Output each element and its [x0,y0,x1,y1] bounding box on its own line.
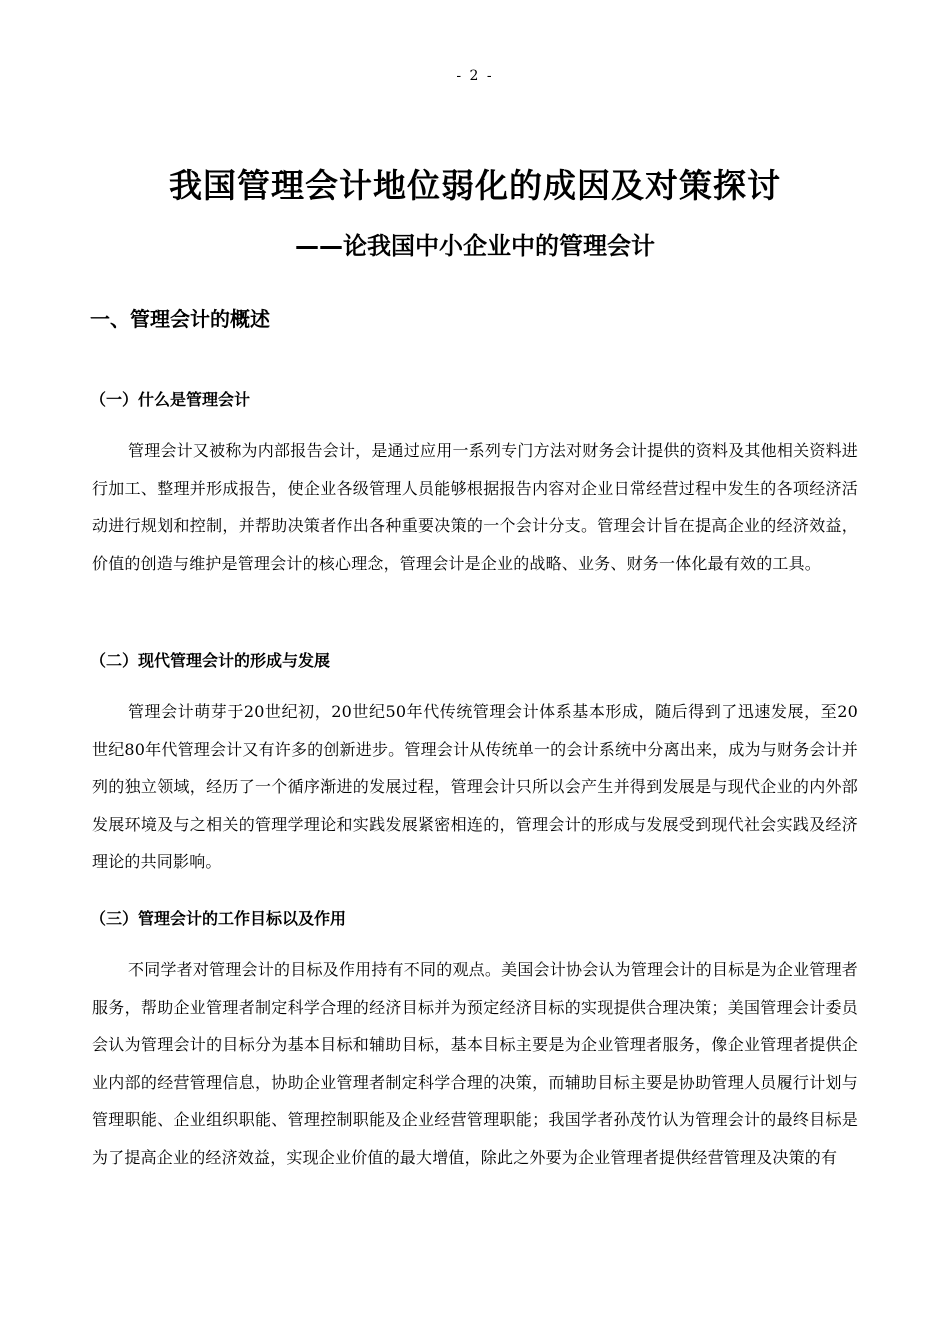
page-number: - 2 - [456,68,494,84]
section-heading: 一、管理会计的概述 [90,307,270,331]
subsection-heading: （三）管理会计的工作目标以及作用 [90,909,347,928]
document-subtitle: ——论我国中小企业中的管理会计 [295,232,655,260]
paragraph: 管理会计又被称为内部报告会计，是通过应用一系列专门方法对财务会计提供的资料及其他相关资料进行加工、整理并形成报告，使企业各级管理人员能够根据报告内容对企业日常经营过程中发生的各项经济活动进行规划和控制，并帮助决策者作出各种重要决策的一个会计分支。管理会计旨在提高企业的经济效益，价值的创造与维护是管理会计的核心理念，管理会计是企业的战略、业务、财务一体化最有效的工具。 [92,441,858,573]
document-title: 我国管理会计地位弱化的成因及对策探讨 [169,166,781,205]
subsection-heading: （一）什么是管理会计 [90,390,251,409]
paragraph: 不同学者对管理会计的目标及作用持有不同的观点。美国会计协会认为管理会计的目标是为企业管理者服务，帮助企业管理者制定科学合理的经济目标并为预定经济目标的实现提供合理决策；美国管理会计委员会认为管理会计的目标分为基本目标和辅助目标，基本目标主要是为企业管理者服务，像企业管理者提供企业内部的经营管理信息，协助企业管理者制定科学合理的决策，而辅助目标主要是协助管理人员履行计划与管理职能、企业组织职能、管理控制职能及企业经营管理职能；我国学者孙茂竹认为管理会计的最终目标是为了提高企业的经济效益，实现企业价值的最大增值，除此之外要为企业管理者提供经营管理及决策的有 [92,960,858,1167]
subsection-heading: （二）现代管理会计的形成与发展 [90,651,331,670]
paragraph: 管理会计萌芽于20世纪初，20世纪50年代传统管理会计体系基本形成，随后得到了迅速发展，至20世纪80年代管理会计又有许多的创新进步。管理会计从传统单一的会计系统中分离出来，成为与财务会计并列的独立领域，经历了一个循序渐进的发展过程，管理会计只所以会产生并得到发展是与现代企业的内外部发展环境及与之相关的管理学理论和实践发展紧密相连的，管理会计的形成与发展受到现代社会实践及经济理论的共同影响。 [92,702,858,872]
